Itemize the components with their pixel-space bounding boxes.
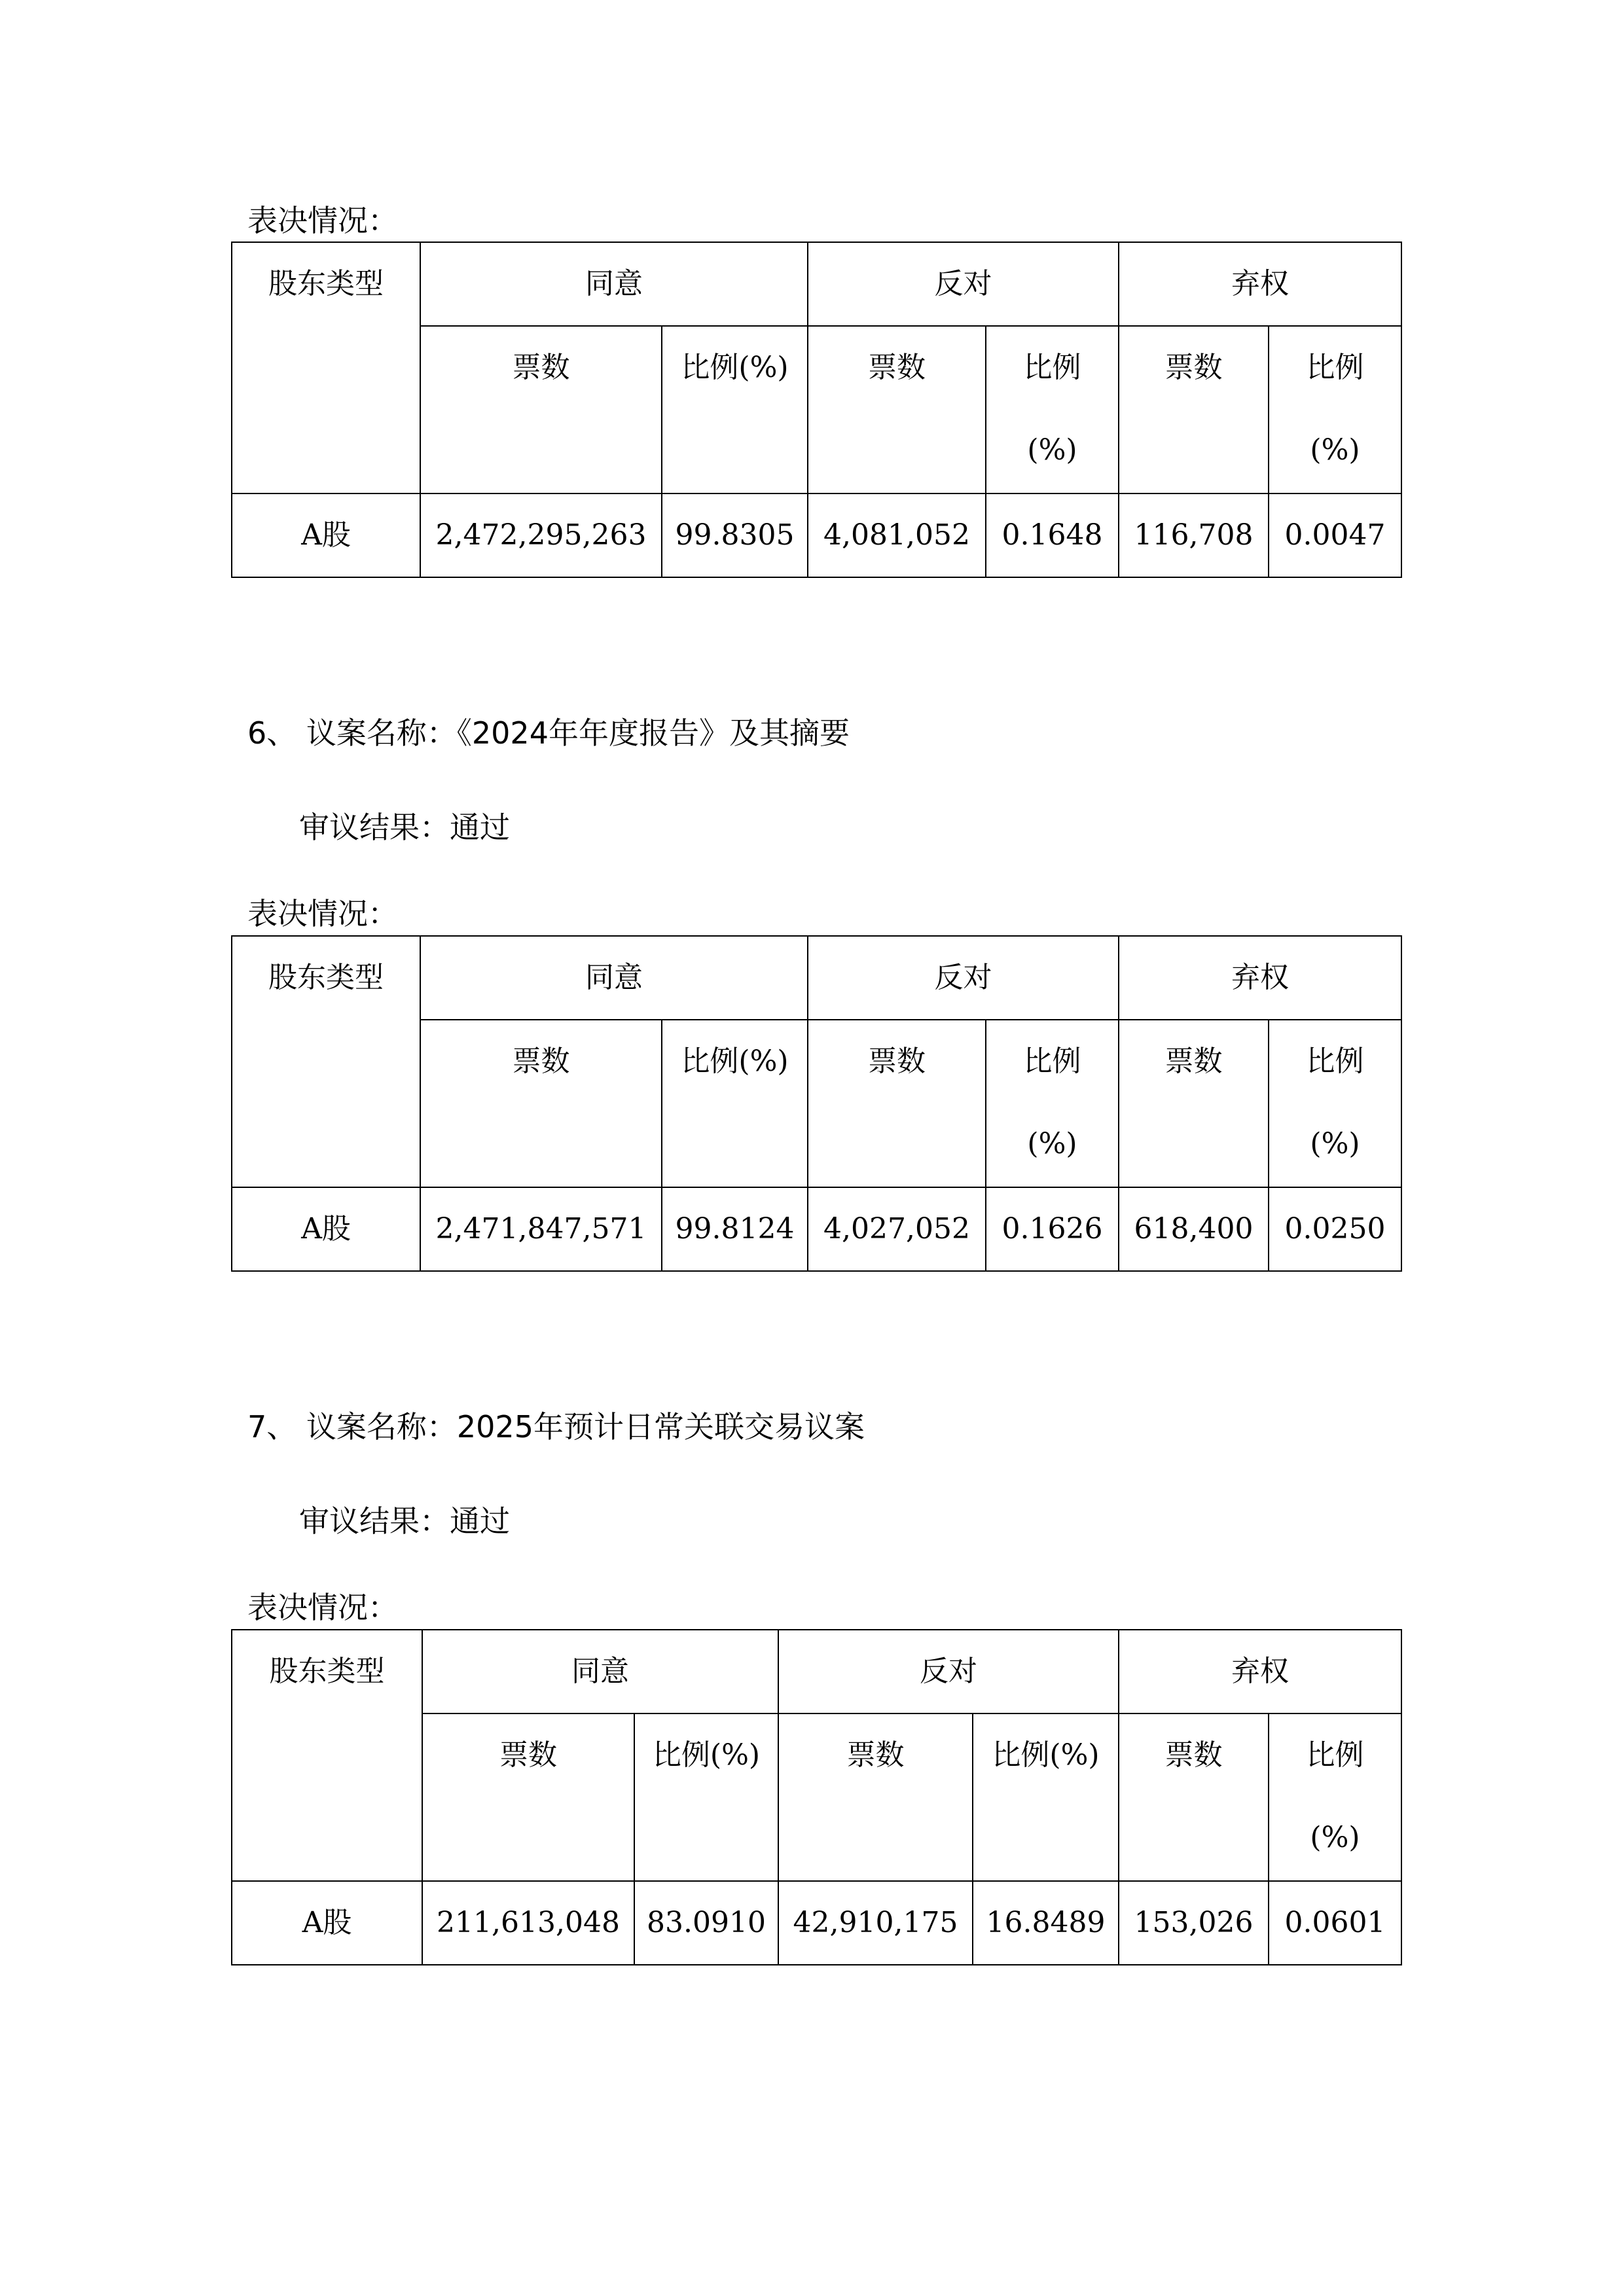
header-against: 反对 <box>808 242 1119 326</box>
header-votes: 票数 <box>1119 326 1269 493</box>
header-votes: 票数 <box>1119 1713 1269 1881</box>
ratio-word: 比例 <box>1023 351 1081 384</box>
header-shareholder-type: 股东类型 <box>232 242 420 493</box>
review-result: 审议结果：通过 <box>299 810 510 845</box>
cell-against-ratio: 0.1648 <box>986 493 1119 577</box>
header-ratio <box>1269 326 1401 493</box>
header-ratio: 比例(%) <box>973 1713 1119 1881</box>
header-agree: 同意 <box>420 242 808 326</box>
header-against: 反对 <box>778 1630 1119 1713</box>
header-ratio <box>986 1020 1119 1187</box>
cell-abstain-votes: 153,026 <box>1119 1881 1269 1965</box>
header-votes: 票数 <box>808 1020 986 1187</box>
cell-agree-votes: 2,472,295,263 <box>420 493 662 577</box>
cell-type: A股 <box>232 1881 422 1965</box>
table-row <box>232 1881 1401 1965</box>
cell-agree-votes: 2,471,847,571 <box>420 1187 662 1271</box>
cell-agree-votes: 211,613,048 <box>422 1881 634 1965</box>
cell-against-votes: 4,027,052 <box>808 1187 986 1271</box>
header-votes: 票数 <box>420 1020 662 1187</box>
header-shareholder-type: 股东类型 <box>232 1630 422 1881</box>
header-ratio <box>986 326 1119 493</box>
cell-against-votes: 4,081,052 <box>808 493 986 577</box>
cell-agree-ratio: 99.8305 <box>662 493 808 577</box>
ratio-word: 比例 <box>1306 1738 1364 1772</box>
header-ratio: 比例(%) <box>634 1713 778 1881</box>
vote-table <box>231 1629 1402 1965</box>
header-abstain: 弃权 <box>1119 1630 1401 1713</box>
cell-abstain-ratio: 0.0601 <box>1269 1881 1401 1965</box>
ratio-word: 比例 <box>1023 1045 1081 1078</box>
vote-label: 表决情况： <box>247 896 398 931</box>
header-shareholder-type: 股东类型 <box>232 936 420 1187</box>
ratio-pct: (%) <box>1027 1127 1077 1160</box>
ratio-pct: (%) <box>1310 1821 1360 1854</box>
header-abstain: 弃权 <box>1119 242 1401 326</box>
cell-against-ratio: 0.1626 <box>986 1187 1119 1271</box>
cell-agree-ratio: 83.0910 <box>634 1881 778 1965</box>
cell-against-ratio: 16.8489 <box>973 1881 1119 1965</box>
proposal-heading: 7、 议案名称：2025年预计日常关联交易议案 <box>247 1409 865 1444</box>
ratio-word: 比例 <box>1306 351 1364 384</box>
review-result: 审议结果：通过 <box>299 1503 510 1539</box>
header-against: 反对 <box>808 936 1119 1020</box>
cell-against-votes: 42,910,175 <box>778 1881 973 1965</box>
cell-abstain-votes: 116,708 <box>1119 493 1269 577</box>
header-agree: 同意 <box>420 936 808 1020</box>
header-abstain: 弃权 <box>1119 936 1401 1020</box>
table-row <box>232 493 1401 577</box>
header-votes: 票数 <box>1119 1020 1269 1187</box>
cell-abstain-ratio: 0.0047 <box>1269 493 1401 577</box>
ratio-pct: (%) <box>1027 433 1077 467</box>
header-ratio <box>1269 1713 1401 1881</box>
header-votes: 票数 <box>808 326 986 493</box>
header-votes: 票数 <box>422 1713 634 1881</box>
proposal-heading: 6、 议案名称：《2024年年度报告》及其摘要 <box>247 715 850 751</box>
ratio-pct: (%) <box>1310 433 1360 467</box>
ratio-pct: (%) <box>1310 1127 1360 1160</box>
vote-table <box>231 935 1402 1272</box>
vote-table <box>231 242 1402 578</box>
header-agree: 同意 <box>422 1630 778 1713</box>
table-row <box>232 1187 1401 1271</box>
header-ratio: 比例(%) <box>662 326 808 493</box>
ratio-word: 比例 <box>1306 1045 1364 1078</box>
header-ratio: 比例(%) <box>662 1020 808 1187</box>
header-votes: 票数 <box>778 1713 973 1881</box>
cell-type: A股 <box>232 1187 420 1271</box>
cell-abstain-ratio: 0.0250 <box>1269 1187 1401 1271</box>
header-ratio <box>1269 1020 1401 1187</box>
header-votes: 票数 <box>420 326 662 493</box>
cell-type: A股 <box>232 493 420 577</box>
cell-agree-ratio: 99.8124 <box>662 1187 808 1271</box>
vote-label: 表决情况： <box>247 1590 398 1625</box>
cell-abstain-votes: 618,400 <box>1119 1187 1269 1271</box>
vote-label: 表决情况： <box>247 203 398 238</box>
